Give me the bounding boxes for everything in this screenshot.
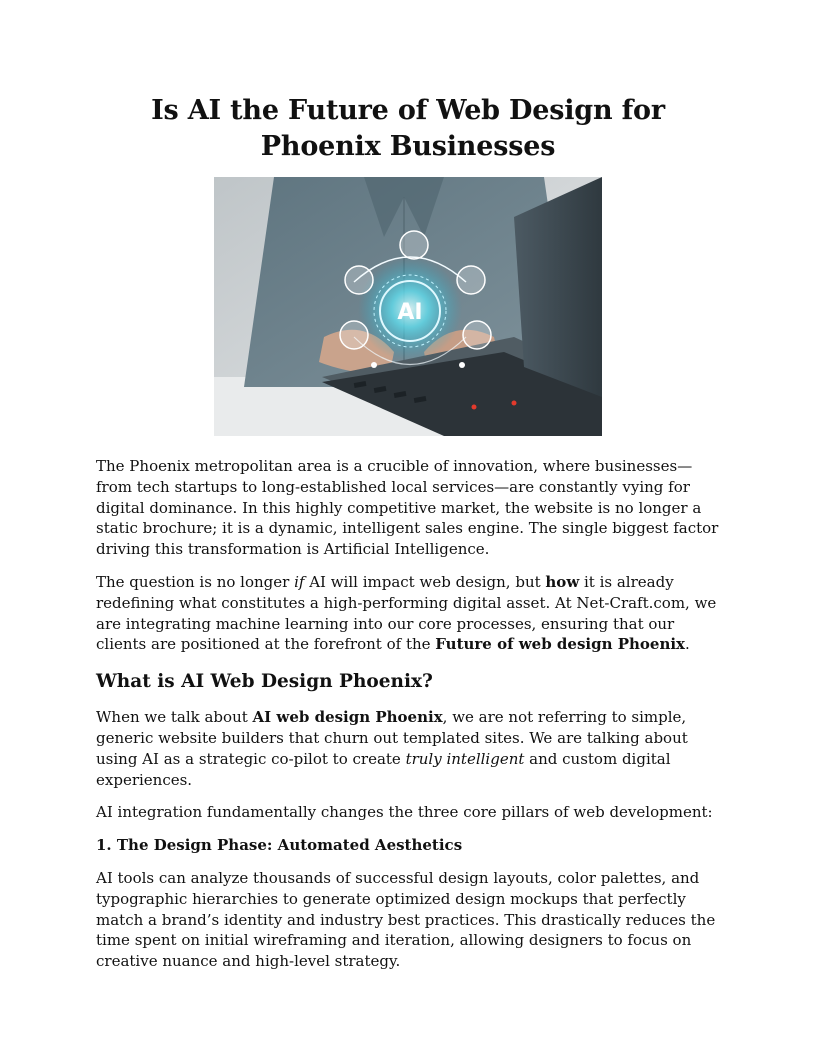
document-page <box>96 93 720 972</box>
page-title: Is AI the Future of Web Design for Phoenix Businesses <box>151 95 665 162</box>
definition-paragraph: When we talk about AI web design Phoenix, we are not referring to simple, generic website builders that churn out templated sites. We are talking about using AI as a strategic co-pilot to create truly intelligent and custom digital experiences. <box>96 708 688 789</box>
question-paragraph: The question is no longer if AI will impact web design, but how it is already redefining what constitutes a high-performing digital asset. At Net-Craft.com, we are integrating machine learning into our core processes, ensuring that our clients are positioned at the forefront of the Future of web design Phoenix. <box>96 572 717 654</box>
pillars-intro-paragraph: AI integration fundamentally changes the three core pillars of web development: <box>96 803 713 822</box>
intro-paragraph: The Phoenix metropolitan area is a crucible of innovation, where businesses—from tech startups to long-established local services—are constantly vying for digital dominance. In this highly competitive market, the website is no longer a static brochure; it is a dynamic, intelligent sales engine. The single biggest factor driving this transformation is Artificial Intelligence. <box>96 457 719 559</box>
hero-center-label: AI <box>397 300 423 325</box>
subsection-heading: 1. The Design Phase: Automated Aesthetics <box>96 836 463 855</box>
hero-image <box>214 177 602 436</box>
ai-hologram-illustration <box>214 177 602 436</box>
section-heading: What is AI Web Design Phoenix? <box>96 671 433 693</box>
design-phase-paragraph: AI tools can analyze thousands of successful design layouts, color palettes, and typographic hierarchies to generate optimized design mockups that perfectly match a brand’s identity and industry best practices. This drastically reduces the time spent on initial wireframing and iteration, allowing designers to focus on creative nuance and high-level strategy. <box>96 868 716 971</box>
